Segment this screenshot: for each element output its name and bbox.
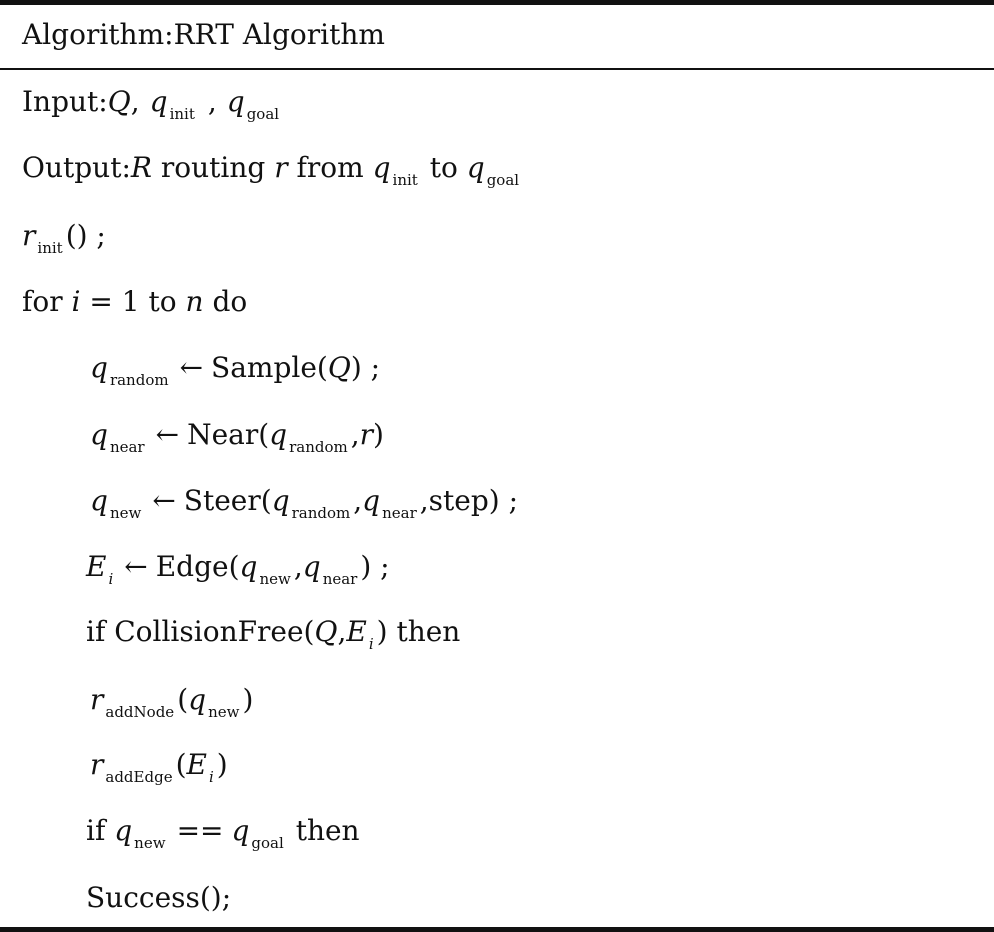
sample-line: q $_{random}$ ← Sample(Q) ; [90, 351, 381, 389]
top-rule [0, 0, 994, 5]
input-line: Input:Q, q $_{init}$ , q $_{goal}$ [22, 85, 280, 123]
for-line: for i = 1 to n do [22, 285, 248, 318]
bottom-rule [0, 927, 994, 932]
collision-line: if CollisionFree(Q,E $_i$ ) then [86, 615, 461, 653]
steer-line: q $_{new}$ ← Steer(q $_{random}$ ,q $_{near}$ ,step) ; [90, 484, 519, 522]
goal-check-line: if q $_{new}$ == q $_{goal}$ then [86, 814, 360, 852]
edge-line: E $_i$ ← Edge(q $_{new}$ ,q $_{near}$ ) ; [86, 550, 390, 588]
near-line: q $_{near}$ ← Near(q $_{random}$ ,r) [90, 418, 384, 456]
algorithm-title [22, 17, 385, 53]
success-line: Success(); [86, 881, 232, 914]
title-text: Algorithm:RRT Algorithm [22, 18, 385, 51]
addnode-line: r $_{addNode}$ (q $_{new}$ ) [90, 683, 254, 721]
output-line: Output:R routing r from q $_{init}$ to q $_{goal}$ [22, 151, 520, 189]
rinit-line: r $_{init}$ () ; [22, 219, 106, 257]
addedge-line: r $_{addEdge}$ (E $_i$ ) [90, 748, 228, 786]
header-rule [0, 68, 994, 70]
